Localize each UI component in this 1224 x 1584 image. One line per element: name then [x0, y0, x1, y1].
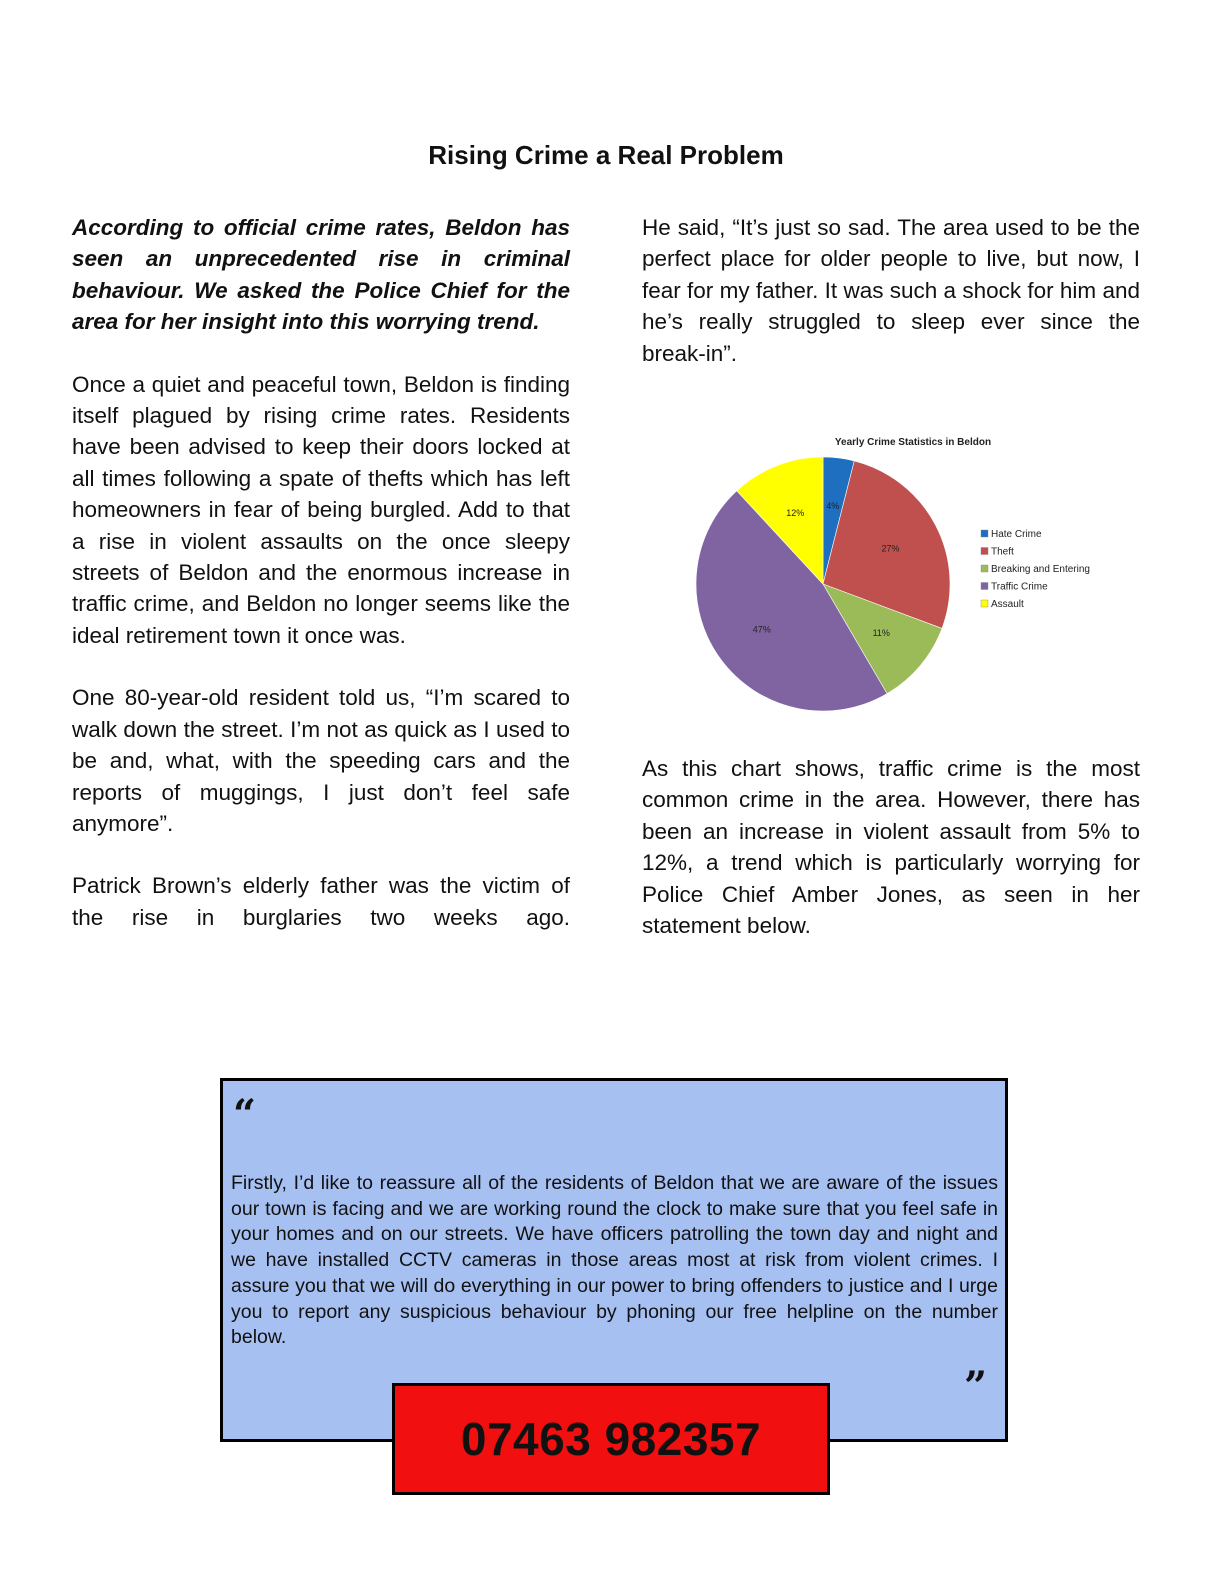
close-quote-icon: ” [963, 1363, 987, 1410]
legend-swatch [981, 565, 988, 572]
pie-data-label: 12% [786, 508, 805, 519]
legend-label: Breaking and Entering [991, 564, 1090, 575]
legend-swatch [981, 530, 988, 537]
lead-paragraph: According to official crime rates, Beldon has seen an unprecedented rise in criminal behaviour. We asked the Police Chief for the area for her insight into this worrying trend. [72, 215, 570, 335]
chart-commentary-paragraph: As this chart shows, traffic crime is the most common crime in the area. However, there has been an increase in violent assault from 5% to 12%, a trend which is particularly worrying for Police Chief Amber Jones, as seen in her statement below. [642, 756, 1140, 939]
legend-label: Assault [991, 599, 1024, 610]
body-paragraph: Once a quiet and peaceful town, Beldon is finding itself plagued by rising crime rates. Residents have been advised to keep their doors locked at all times following a spate of thefts which has left homeowners in fear of being burgled. Add to that a rise in violent assaults on the once sleepy streets of Beldon and the enormous increase in traffic crime, and Beldon no longer seems like the ideal retirement town it once was. [72, 371, 570, 648]
pie-chart-svg [690, 428, 1120, 718]
legend-label: Theft [991, 546, 1014, 558]
article-title: Rising Crime a Real Problem [428, 140, 784, 170]
chart-title: Yearly Crime Statistics in Beldon [834, 437, 992, 448]
statement-text: Firstly, I’d like to reassure all of the residents of Beldon that we are aware of the issues our town is facing and we are working round the clock to make sure that you feel safe in your homes and on our streets. We have officers patrolling the town day and night and we have installed CCTV cameras in those areas most at risk from violent crimes. I assure you that we will do everything in our power to bring offenders to justice and I urge you to report any suspicious behaviour by phoning our free helpline on the number below. [231, 1172, 998, 1349]
body-paragraph: Patrick Brown’s elderly father was the victim of the rise in burglaries two weeks ago. [72, 873, 570, 930]
legend-label: Hate Crime [991, 529, 1042, 540]
pie-data-label: 4% [826, 500, 840, 511]
helpline-number-box [392, 1383, 830, 1495]
body-paragraph: He said, “It’s just so sad. The area used to be the perfect place for older people to live, but now, I fear for my father. It was such a shock for him and he’s really struggled to sleep ever since the break-in”. [642, 215, 1140, 366]
legend-swatch [981, 583, 988, 590]
resident-quote-paragraph: One 80-year-old resident told us, “I’m scared to walk down the street. I’m not as quick as I used to be and, what, with the speeding cars and the reports of muggings, I just don’t feel safe anymore”. [72, 685, 570, 836]
crime-pie-chart [690, 428, 1120, 718]
left-column [72, 212, 570, 964]
pie-data-label: 27% [881, 543, 900, 554]
legend-swatch [981, 548, 988, 555]
pie-data-label: 11% [872, 628, 890, 639]
pie-data-label: 47% [752, 624, 771, 635]
legend-swatch [981, 600, 988, 607]
legend-label: Traffic Crime [991, 581, 1048, 593]
helpline-number: 07463 982357 [460, 1413, 762, 1465]
open-quote-icon: “ [233, 1091, 257, 1138]
